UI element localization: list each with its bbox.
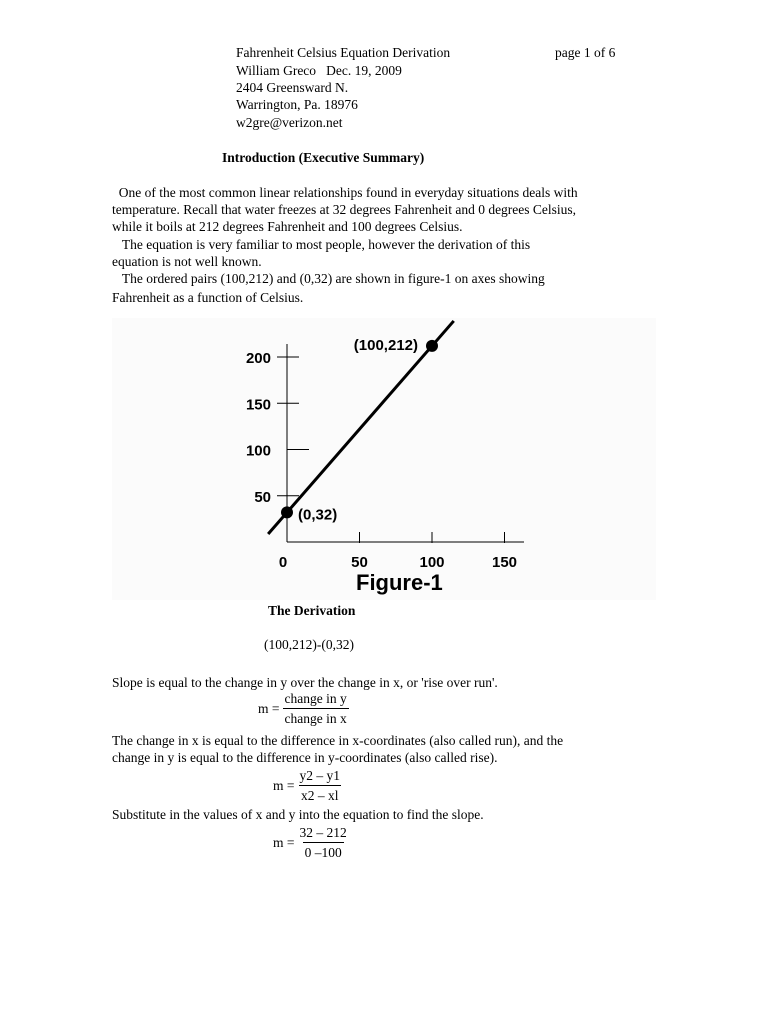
intro-line: equation is not well known. xyxy=(112,254,262,269)
fraction-numerator: 32 – 212 xyxy=(299,825,347,840)
x-tick-label: 0 xyxy=(278,554,288,571)
equation-lhs: m = xyxy=(258,700,280,716)
change-explanation-line: change in y is equal to the difference in y-coordinates (also called rise). xyxy=(112,750,498,765)
slope-equation-variables xyxy=(273,767,342,804)
x-tick-label: 50 xyxy=(351,554,368,571)
change-explanation-line: The change in x is equal to the difference in x-coordinates (also called run), and the xyxy=(112,733,564,748)
fraction xyxy=(298,767,343,804)
fraction xyxy=(283,690,349,727)
intro-line: The ordered pairs (100,212) and (0,32) are shown in figure-1 on axes showing xyxy=(112,271,545,286)
slope-definition: Slope is equal to the change in y over the change in x, or 'rise over run'. xyxy=(112,675,498,690)
fraction-denominator: 0 –100 xyxy=(303,842,344,861)
data-point xyxy=(281,506,293,518)
y-tick-label: 200 xyxy=(245,350,271,367)
fraction-denominator: change in x xyxy=(283,708,349,727)
page-number: page 1 of 6 xyxy=(555,45,616,60)
y-tick-label: 100 xyxy=(245,442,271,460)
data-point xyxy=(426,340,438,352)
equation-lhs: m = xyxy=(273,834,295,850)
fraction-numerator: y2 – y1 xyxy=(299,768,340,783)
intro-line: temperature. Recall that water freezes at 32 degrees Fahrenheit and 0 degrees Celsius, xyxy=(112,202,577,217)
x-tick-label: 100 xyxy=(419,554,445,571)
intro-line: while it boils at 212 degrees Fahrenheit and 100 degrees Celsius. xyxy=(112,219,463,234)
author-email: w2gre@verizon.net xyxy=(236,115,343,130)
equation-lhs: m = xyxy=(273,777,295,793)
derivation-heading: The Derivation xyxy=(268,603,356,618)
slope-equation-values xyxy=(273,824,349,861)
fraction-numerator: change in y xyxy=(284,691,347,706)
ordered-pairs: (100,212)-(0,32) xyxy=(264,637,354,652)
data-point-label: (0,32) xyxy=(298,506,338,524)
fraction xyxy=(298,824,349,861)
y-tick-label: 50 xyxy=(254,488,271,506)
intro-line: One of the most common linear relationships found in everyday situations deals with xyxy=(112,185,578,200)
address-city: Warrington, Pa. 18976 xyxy=(236,97,358,112)
doc-title: Fahrenheit Celsius Equation Derivation xyxy=(236,45,451,60)
address-street: 2404 Greensward N. xyxy=(236,80,349,95)
author-date: William Greco Dec. 19, 2009 xyxy=(236,63,402,78)
intro-line: The equation is very familiar to most people, however the derivation of this xyxy=(112,237,531,252)
intro-heading: Introduction (Executive Summary) xyxy=(222,150,425,165)
chart-title: Figure-1 xyxy=(356,570,443,595)
chart-svg xyxy=(112,318,656,600)
fraction-denominator: x2 – xl xyxy=(299,785,341,804)
intro-line: Fahrenheit as a function of Celsius. xyxy=(112,290,304,305)
figure-1-chart xyxy=(112,318,656,600)
y-tick-label: 150 xyxy=(245,396,271,414)
x-tick-label: 150 xyxy=(491,554,518,571)
substitute-instruction: Substitute in the values of x and y into the equation to find the slope. xyxy=(112,807,484,822)
slope-equation-words xyxy=(258,690,349,727)
data-point-label: (100,212) xyxy=(353,336,418,354)
